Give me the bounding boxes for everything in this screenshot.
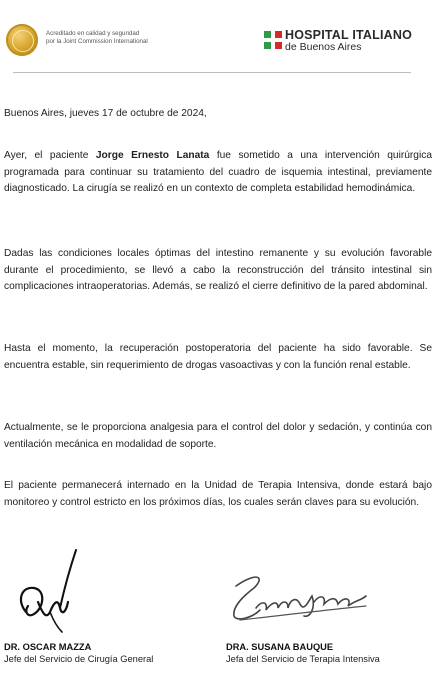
- paragraph-1: [4, 148, 432, 198]
- date-line: Buenos Aires, jueves 17 de octubre de 2024,: [4, 108, 207, 119]
- signatory-left-role: Jefe del Servicio de Cirugía General: [4, 654, 154, 664]
- paragraph-3: Hasta el momento, la recuperación postoperatoria del paciente ha sido favorable. Se encuentra estable, sin requerimiento de drogas vasoactivas y con la función renal estable.: [4, 343, 432, 371]
- p1-intro: Ayer, el paciente: [4, 150, 96, 161]
- p1-body: fue sometido a una intervención quirúrgica programada para continuar su tratamiento del cuadro de isquemia intestinal, previamente diagnosticado. La cirugía se realizó en un contexto de completa estabilidad hemodinámica.: [4, 150, 432, 194]
- patient-name: Jorge Ernesto Lanata: [95, 150, 210, 161]
- signature-bauque: [226, 566, 376, 626]
- paragraph-5: El paciente permanecerá internado en la Unidad de Terapia Intensiva, donde estará bajo monitoreo y control estricto en los próximos días, los cuales serán claves para su evolución.: [4, 480, 432, 508]
- letterhead: [0, 0, 436, 74]
- accreditation-line-1: Acreditado en calidad y seguridad: [46, 30, 140, 37]
- hospital-name: HOSPITAL ITALIANO: [285, 28, 413, 42]
- hospital-subtitle: de Buenos Aires: [285, 41, 362, 53]
- gold-accreditation-seal-icon: [6, 24, 38, 56]
- signatory-right-name: DRA. SUSANA BAUQUE: [226, 642, 334, 652]
- signatory-right: [226, 641, 436, 666]
- signature-mazza: [14, 542, 84, 634]
- accreditation-line-2: por la Joint Commission International: [46, 38, 148, 45]
- paragraph-4: Actualmente, se le proporciona analgesia para el control del dolor y sedación, y continúa con ventilación mecánica en modalidad de soporte.: [4, 422, 432, 450]
- signatory-right-role: Jefa del Servicio de Terapia Intensiva: [226, 654, 380, 664]
- paragraph-2: Dadas las condiciones locales óptimas del intestino remanente y su evolución favorable durante el procedimiento, se llevó a cabo la reconstrucción del tránsito intestinal sin complicaciones intraoperatorias. Además, se realizó el cierre definitivo de la pared abdominal.: [4, 248, 432, 292]
- signatory-left-name: DR. OSCAR MAZZA: [4, 642, 92, 652]
- signatory-left: [4, 641, 204, 666]
- header-divider: [13, 72, 411, 73]
- accreditation-text: [46, 30, 176, 46]
- cross-logo-icon: [264, 31, 282, 49]
